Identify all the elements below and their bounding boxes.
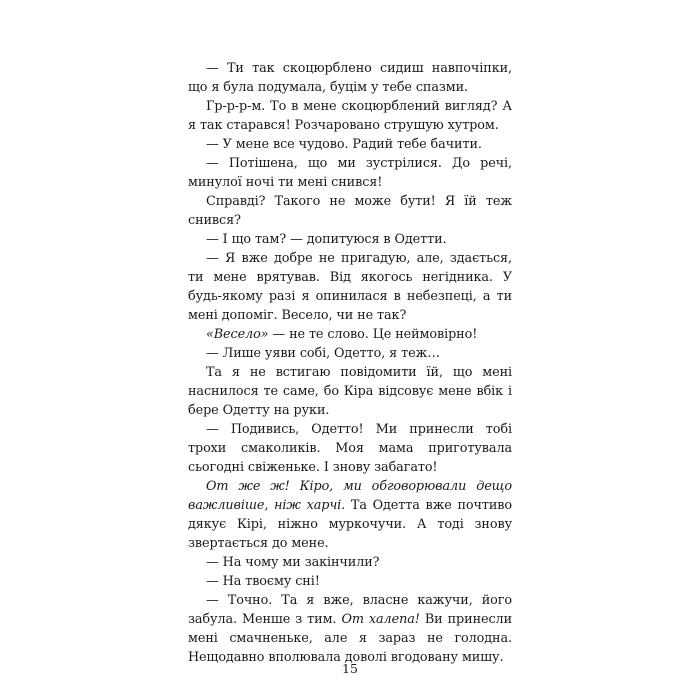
text-run: — не те слово. Це неймовірно!	[268, 327, 478, 342]
italic-text: От же ж! Кіро, ми обговорювали дещо важливіше, ніж харчі.	[188, 479, 512, 513]
paragraph	[188, 192, 512, 230]
paragraph	[188, 135, 512, 154]
text-run: — Лише уяви собі, Одетто, я теж…	[206, 346, 440, 361]
paragraph	[188, 572, 512, 591]
page-number: 15	[342, 661, 358, 676]
text-run: Гр-р-р-м. То в мене скоцюрблений вигляд? А я так старався! Розчаровано струшую хутром.	[188, 99, 512, 133]
body-text	[188, 59, 512, 667]
text-run: Справді? Такого не може бути! Я їй теж снився?	[188, 194, 512, 228]
italic-text: «Весело»	[206, 327, 269, 342]
paragraph	[188, 249, 512, 325]
paragraph	[188, 59, 512, 97]
italic-text: От халепа!	[341, 612, 420, 627]
paragraph	[188, 477, 512, 553]
paragraph	[188, 230, 512, 249]
paragraph	[188, 97, 512, 135]
paragraph	[188, 591, 512, 667]
paragraph	[188, 325, 512, 344]
paragraph	[188, 344, 512, 363]
paragraph	[188, 363, 512, 420]
paragraph	[188, 154, 512, 192]
text-run: Ви принесли мені смачненьке, але я зараз не голодна. Нещодавно вполювала доволі вгодовану мишу.	[188, 612, 512, 665]
text-run: — Подивись, Одетто! Ми принесли тобі трохи смаколиків. Моя мама приготувала сьогодні свіженьке. І знову забагато!	[188, 422, 512, 475]
text-run: — На чому ми закінчили?	[206, 555, 380, 570]
paragraph	[188, 553, 512, 572]
paragraph	[188, 420, 512, 477]
text-run: — Точно. Та я вже, власне кажучи, його забула. Менше з тим.	[188, 593, 512, 627]
text-run: — На твоєму сні!	[206, 574, 320, 589]
text-run: — Потішена, що ми зустрілися. До речі, минулої ночі ти мені снився!	[188, 156, 512, 190]
text-run: — І що там? — допитуюся в Одетти.	[206, 232, 447, 247]
text-run: — У мене все чудово. Радий тебе бачити.	[206, 137, 482, 152]
text-run: Та Одетта вже почтиво дякує Кірі, ніжно муркочучи. А тоді знову звертається до мене.	[188, 498, 512, 551]
text-run: Та я не встигаю повідомити їй, що мені наснилося те саме, бо Кіра відсовує мене вбік і бере Одетту на руки.	[188, 365, 512, 418]
text-run: — Я вже добре не пригадую, але, здається, ти мене врятував. Від якогось негідника. У будь-якому разі я опинилася в небезпеці, а ти мені допоміг. Весело, чи не так?	[188, 251, 512, 323]
text-run: — Ти так скоцюрблено сидиш навпочіпки, що я була подумала, буцім у тебе спазми.	[188, 61, 512, 95]
